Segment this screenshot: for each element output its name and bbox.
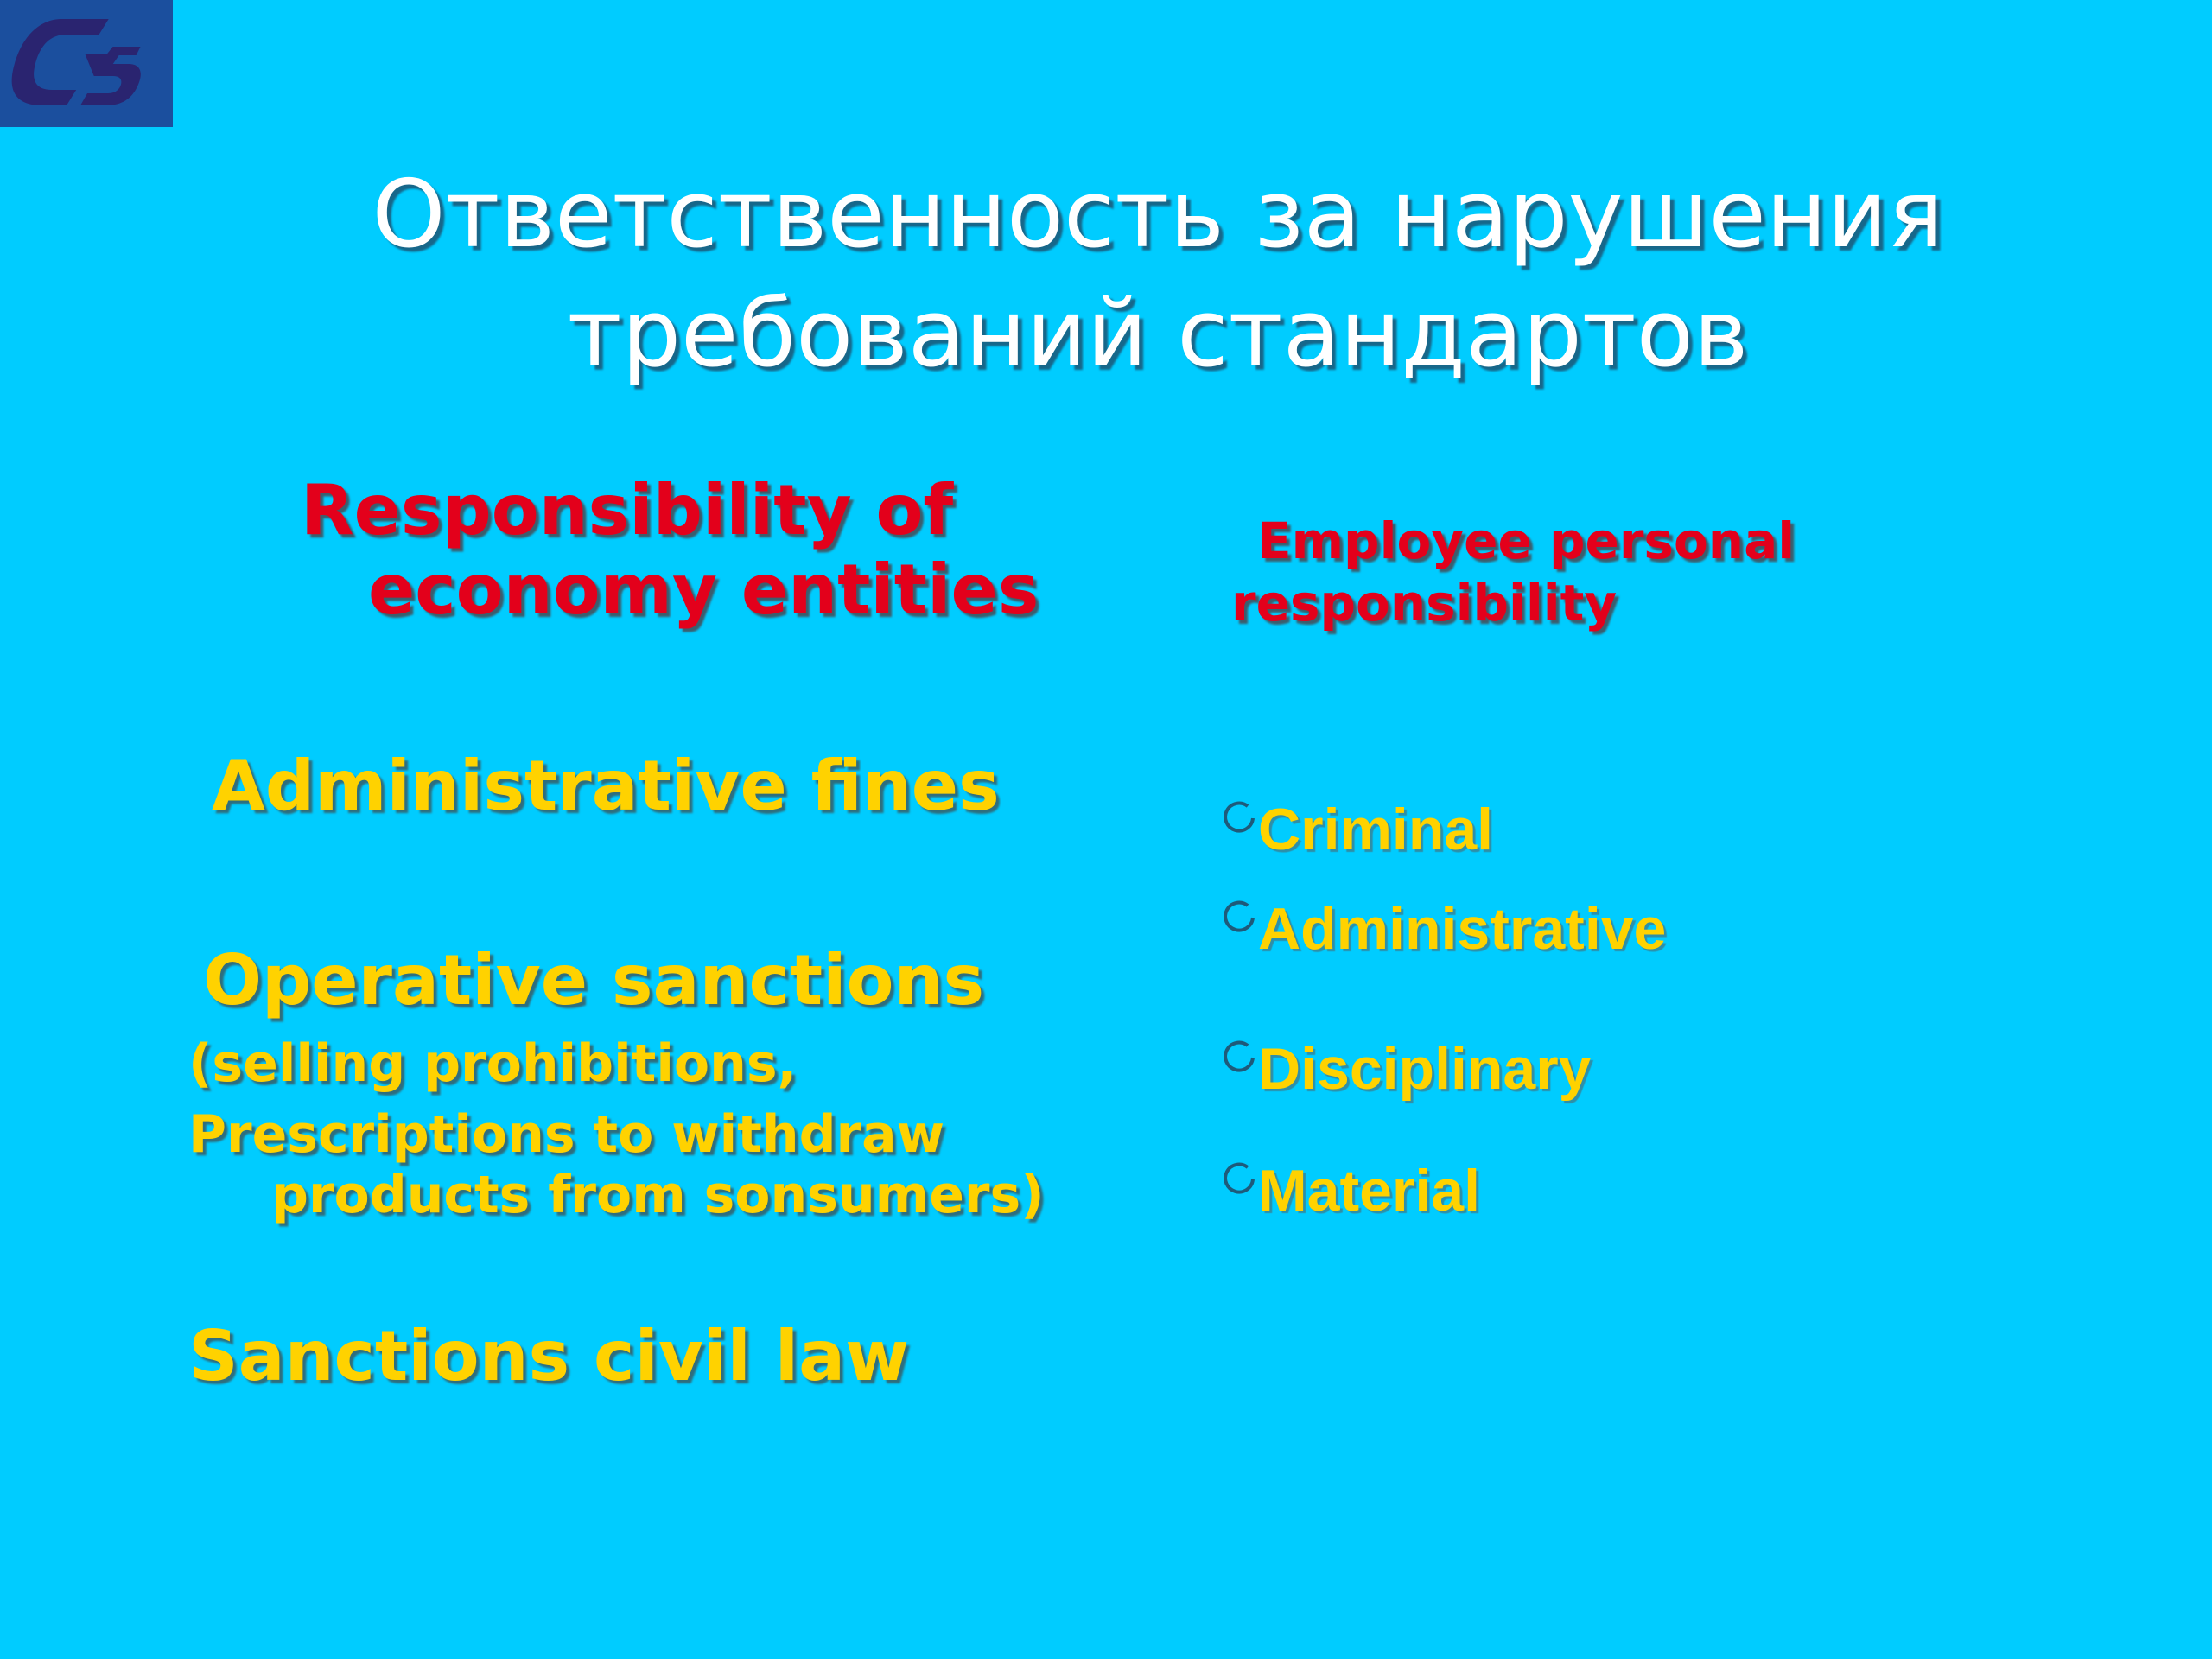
list-item bbox=[1218, 1156, 1480, 1225]
item-operative-detail-1: (selling prohibitions, bbox=[188, 1033, 798, 1094]
company-logo bbox=[0, 0, 173, 127]
list-item bbox=[1218, 1034, 1592, 1103]
slide-title-line1: Ответственность за нарушения bbox=[372, 161, 1944, 269]
right-header-line1: Employee personal bbox=[1257, 512, 1796, 570]
item-operative-detail-2 bbox=[188, 1104, 1045, 1225]
circle-outline-icon bbox=[1218, 897, 1258, 937]
slide-title-line2: требований стандартов bbox=[567, 280, 1749, 388]
left-column-header bbox=[301, 471, 1039, 630]
company-logo-icon bbox=[0, 0, 173, 127]
left-header-line2: economy entities bbox=[368, 550, 1039, 630]
list-item-label: Disciplinary bbox=[1258, 1036, 1592, 1102]
circle-outline-icon bbox=[1218, 1159, 1258, 1198]
item-operative-sanctions: Operative sanctions bbox=[203, 940, 985, 1020]
list-item-label: Administrative bbox=[1258, 896, 1667, 962]
circle-outline-icon bbox=[1218, 798, 1258, 837]
list-item bbox=[1218, 795, 1493, 864]
employee-responsibility-list bbox=[1218, 0, 1910, 1659]
left-header-line1: Responsibility of bbox=[301, 470, 954, 550]
item-administrative-fines: Administrative fines bbox=[212, 746, 1000, 826]
circle-outline-icon bbox=[1218, 1037, 1258, 1077]
list-item bbox=[1218, 894, 1666, 963]
operative-detail-2-line2: products from sonsumers) bbox=[271, 1165, 1045, 1225]
list-item-label: Material bbox=[1258, 1158, 1480, 1224]
operative-detail-2-line1: Prescriptions to withdraw bbox=[188, 1104, 945, 1165]
right-header-line2: responsibility bbox=[1231, 574, 1618, 632]
list-item-label: Criminal bbox=[1258, 797, 1494, 862]
item-sanctions-civil-law: Sanctions civil law bbox=[188, 1316, 910, 1396]
